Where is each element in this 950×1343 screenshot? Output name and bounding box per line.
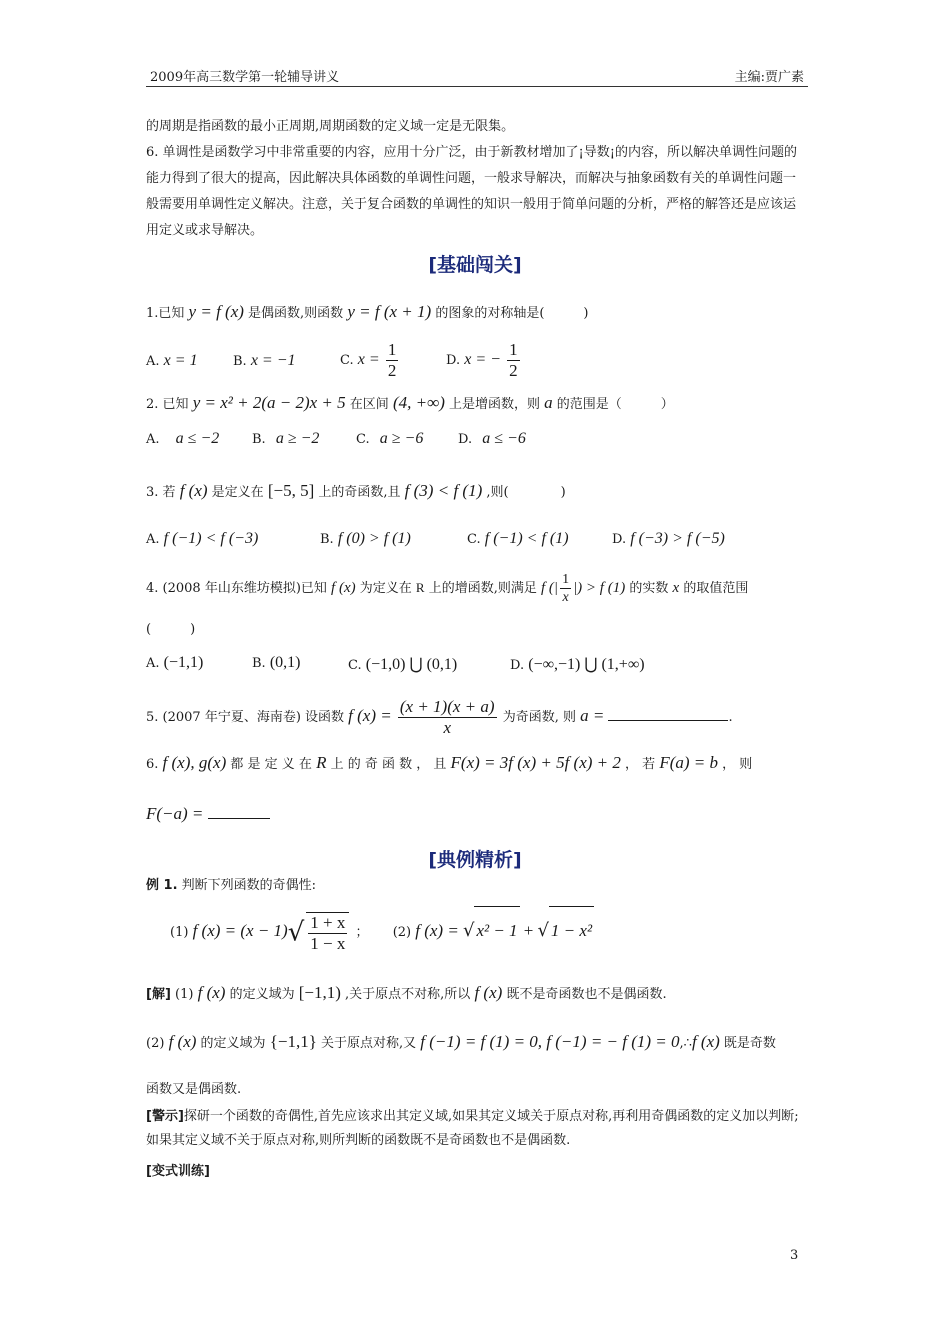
q6-set: R xyxy=(316,753,327,772)
q5-expr-post: a = xyxy=(580,706,605,725)
option-math: a ≥ −6 xyxy=(379,430,424,447)
option-math: (−∞,−1) ⋃ (1,+∞) xyxy=(528,656,645,673)
solution-line-3: 函数又是偶函数. xyxy=(146,1082,242,1097)
q3-mid2: 上的奇函数,且 xyxy=(318,485,401,500)
page-header xyxy=(146,66,808,87)
question-5 xyxy=(146,690,808,744)
q4-option-b xyxy=(252,654,300,672)
q2-mid: 在区间 xyxy=(349,397,389,412)
q2-var: a xyxy=(544,393,553,412)
q6-answer-line xyxy=(146,804,808,824)
q1-d-fraction xyxy=(507,340,520,381)
q4-paren: ( ) xyxy=(146,622,196,637)
q4-mid1: 为定义在 xyxy=(359,581,412,596)
fraction-denominator: x xyxy=(443,718,451,737)
solution-l2-mid3: ,∴ xyxy=(679,1036,692,1051)
option-math: f (−1) < f (1) xyxy=(484,530,569,547)
page-number: 3 xyxy=(790,1248,799,1263)
q6-mid1: 都 是 定 义 在 xyxy=(230,757,312,772)
question-6 xyxy=(146,753,808,773)
q4-mid2: 上的增函数,则满足 xyxy=(428,581,537,596)
q4-suffix: 的取值范围 xyxy=(683,581,749,596)
q1-expr2: y = f (x + 1) xyxy=(347,302,432,321)
q6-expr2: F(x) = 3f (x) + 5f (x) + 2 xyxy=(450,753,621,772)
q6-answer-blank[interactable] xyxy=(208,818,270,819)
q1-option-b xyxy=(233,352,296,370)
option-label: A. xyxy=(146,532,160,547)
solution-line-1 xyxy=(146,983,808,1003)
q2-option-c xyxy=(356,430,423,448)
q3-option-d xyxy=(612,530,725,548)
variant-label: [变式训练] xyxy=(146,1164,210,1179)
question-4 xyxy=(146,568,808,609)
sqrt-sign-icon: √ xyxy=(287,917,305,948)
q6-answer-expr: F(−a) = xyxy=(146,804,204,823)
solution-l1-expr2: f (x) xyxy=(474,983,503,1002)
option-label: D. xyxy=(458,432,473,447)
option-label: C. xyxy=(348,658,362,673)
example-label: 例 1. xyxy=(146,878,178,893)
q5-suffix: . xyxy=(728,710,733,725)
q5-prefix: 5. (2007 年宁夏、海南卷) 设函数 xyxy=(146,710,345,725)
solution-l1-suffix: 既不是奇函数也不是偶函数. xyxy=(506,987,667,1002)
q6-prefix: 6. xyxy=(146,757,159,772)
part-separator: ； xyxy=(355,925,369,940)
sqrt-sign-icon: √ xyxy=(537,920,549,941)
solution-line-2 xyxy=(146,1032,808,1052)
q3-option-a xyxy=(146,530,258,548)
fraction-denominator: 2 xyxy=(387,361,397,380)
fraction-numerator: 1 xyxy=(562,572,570,587)
option-math: x = −1 xyxy=(250,352,296,369)
q3-option-b xyxy=(320,530,411,548)
option-label: A. xyxy=(146,656,160,671)
q2-suffix2: 的范围是（ ） xyxy=(556,397,674,412)
q6-mid3: ， 若 xyxy=(625,757,656,772)
q2-prefix: 2. 已知 xyxy=(146,397,189,412)
option-label: B. xyxy=(252,432,266,447)
solution-l2-mid2: 关于原点对称,又 xyxy=(321,1036,417,1051)
intro-paragraph-6: 6. 单调性是函数学习中非常重要的内容，应用十分广泛，由于新教材增加了¡导数¡的内容，所以解决单调性问题的能力得到了很大的提高，因此解决具体函数的单调性问题，一般求导解决，而解决与抽象函数有关的单调性问题一般需要用单调性定义解决。注意，关于复合函数的单调性的知识一般用于简单问题的分析，严格的解答还是应该运用定义或求导解决。 xyxy=(146,145,797,238)
option-label: C. xyxy=(356,432,370,447)
q1-c-fraction xyxy=(386,340,399,381)
option-label: B. xyxy=(320,532,334,547)
q6-expr1: f (x), g(x) xyxy=(162,753,227,772)
q3-expr2: f (3) < f (1) xyxy=(404,481,483,500)
section-title-basics: [基础闯关] xyxy=(428,254,522,276)
question-1 xyxy=(146,302,808,322)
q2-interval: (4, +∞) xyxy=(392,393,445,412)
solution-l2-pre: (2) xyxy=(146,1036,165,1051)
q3-suffix: ,则( ) xyxy=(486,485,566,500)
q4-option-c xyxy=(348,654,457,674)
solution-l2-expr3: f (x) xyxy=(691,1032,720,1051)
option-math: f (−3) > f (−5) xyxy=(630,530,725,547)
part1-sqrt-fraction xyxy=(306,912,349,954)
fraction-denominator: 2 xyxy=(509,361,518,380)
option-math: x = 1 xyxy=(163,352,198,369)
example-1-formulas xyxy=(170,906,832,957)
solution-l2-expr2: f (−1) = f (1) = 0, f (−1) = − f (1) = 0 xyxy=(420,1032,680,1051)
q3-interval: [−5, 5] xyxy=(267,481,315,500)
q2-option-b xyxy=(252,430,319,448)
q4-set: R xyxy=(415,580,425,595)
q5-fraction xyxy=(398,697,497,738)
option-math: (−1,1) xyxy=(163,654,204,671)
part1-label: (1) xyxy=(170,925,189,940)
q4-expr-pre: f (| xyxy=(541,580,559,596)
solution-l1-mid2: ,关于原点不对称,所以 xyxy=(345,987,471,1002)
q2-option-d xyxy=(458,430,526,448)
q1-prefix: 1.已知 xyxy=(146,306,185,321)
question-3 xyxy=(146,481,808,501)
section-title-examples: [典例精析] xyxy=(428,849,522,871)
option-math: a ≤ −6 xyxy=(482,430,526,447)
option-label: C. xyxy=(467,532,481,547)
q6-suffix: ， 则 xyxy=(722,757,753,772)
part2-expr: f (x) = xyxy=(415,921,459,940)
part2-root2: 1 − x² xyxy=(549,906,594,955)
solution-l1-pre: (1) xyxy=(175,987,194,1002)
q4-var: x xyxy=(672,580,680,596)
variant-training-label xyxy=(146,1160,808,1179)
q3-prefix: 3. 若 xyxy=(146,485,176,500)
option-label: A. xyxy=(146,432,160,447)
q4-fraction xyxy=(560,571,571,606)
q5-expr-pre: f (x) = xyxy=(348,706,392,725)
solution-l1-mid1: 的定义域为 xyxy=(229,987,295,1002)
option-math: (0,1) xyxy=(269,654,301,671)
q4-prefix: 4. (2008 年山东维坊模拟)已知 xyxy=(146,581,327,596)
q4-expr-post: |) > f (1) xyxy=(573,580,626,596)
q3-expr1: f (x) xyxy=(179,481,208,500)
q1-option-c xyxy=(340,340,400,381)
plus-sign: + xyxy=(523,921,534,940)
option-label: D. xyxy=(446,353,461,368)
q4-option-d xyxy=(510,654,645,674)
q4-mid3: 的实数 xyxy=(629,581,669,596)
q1-option-d xyxy=(446,340,522,381)
fraction-numerator: 1 xyxy=(387,340,397,359)
option-math: x = − xyxy=(464,351,501,368)
option-label: C. xyxy=(340,353,354,368)
part2-root1: x² − 1 xyxy=(474,906,519,955)
q5-answer-blank[interactable] xyxy=(608,720,728,721)
option-label: A. xyxy=(146,354,160,369)
part1-expr: f (x) = (x − 1) xyxy=(192,921,288,940)
example-text: 判断下列函数的奇偶性: xyxy=(181,878,317,893)
q1-suffix: 的图象的对称轴是( ) xyxy=(435,306,589,321)
option-math: x = xyxy=(357,351,380,368)
q3-option-c xyxy=(467,530,569,548)
question-2 xyxy=(146,393,808,413)
sqrt-sign-icon: √ xyxy=(462,920,475,941)
q1-mid: 是偶函数,则函数 xyxy=(248,306,344,321)
q2-option-a xyxy=(146,430,219,448)
option-label: B. xyxy=(233,354,247,369)
warning-text: 探研一个函数的奇偶性,首先应该求出其定义域,如果其定义域关于原点对称,再利用奇偶函数的定义加以判断;如果其定义域不关于原点对称,则所判断的函数既不是奇函数也不是偶函数. xyxy=(146,1109,799,1148)
example-1-title xyxy=(146,874,808,893)
solution-l1-expr1: f (x) xyxy=(197,983,226,1002)
header-title: 2009年高三数学第一轮辅导讲义 xyxy=(150,70,340,85)
solution-l2-suffix: 既是奇数 xyxy=(723,1036,776,1051)
solution-l1-interval: [−1,1) xyxy=(298,983,341,1002)
intro-line: 的周期是指函数的最小正周期,周期函数的定义域一定是无限集。 xyxy=(146,119,515,134)
option-math: (−1,0) ⋃ (0,1) xyxy=(365,656,458,673)
q4-expr1: f (x) xyxy=(331,580,356,596)
solution-l2-set: {−1,1} xyxy=(269,1032,317,1051)
solution-l2-expr1: f (x) xyxy=(168,1032,197,1051)
option-math: f (−1) < f (−3) xyxy=(163,530,259,547)
q3-mid1: 是定义在 xyxy=(211,485,264,500)
solution-l2-mid1: 的定义域为 xyxy=(200,1036,266,1051)
option-math: a ≥ −2 xyxy=(275,430,320,447)
q4-option-a xyxy=(146,654,203,672)
warning-paragraph xyxy=(146,1105,808,1153)
fraction-denominator: x xyxy=(562,590,569,605)
fraction-numerator: (x + 1)(x + a) xyxy=(399,697,495,716)
q2-expr: y = x² + 2(a − 2)x + 5 xyxy=(192,393,346,412)
option-label: D. xyxy=(612,532,627,547)
warning-label: [警示] xyxy=(146,1109,184,1124)
q6-expr3: F(a) = b xyxy=(659,753,719,772)
fraction-numerator: 1 + x xyxy=(310,912,346,932)
option-label: B. xyxy=(252,656,266,671)
fraction-denominator: 1 − x xyxy=(310,933,346,953)
q5-mid: 为奇函数, 则 xyxy=(502,710,576,725)
header-editor: 主编:贾广素 xyxy=(734,70,804,85)
option-label: D. xyxy=(510,658,525,673)
option-math: a ≤ −2 xyxy=(175,430,220,447)
q1-expr1: y = f (x) xyxy=(188,302,244,321)
part2-label: (2) xyxy=(392,925,412,940)
q2-suffix1: 上是增函数，则 xyxy=(449,397,541,412)
q6-mid2: 上 的 奇 函 数 ， 且 xyxy=(330,757,447,772)
fraction-numerator: 1 xyxy=(509,340,518,359)
solution-label: [解] xyxy=(146,987,171,1002)
option-math: f (0) > f (1) xyxy=(337,530,411,547)
q1-option-a xyxy=(146,352,198,370)
